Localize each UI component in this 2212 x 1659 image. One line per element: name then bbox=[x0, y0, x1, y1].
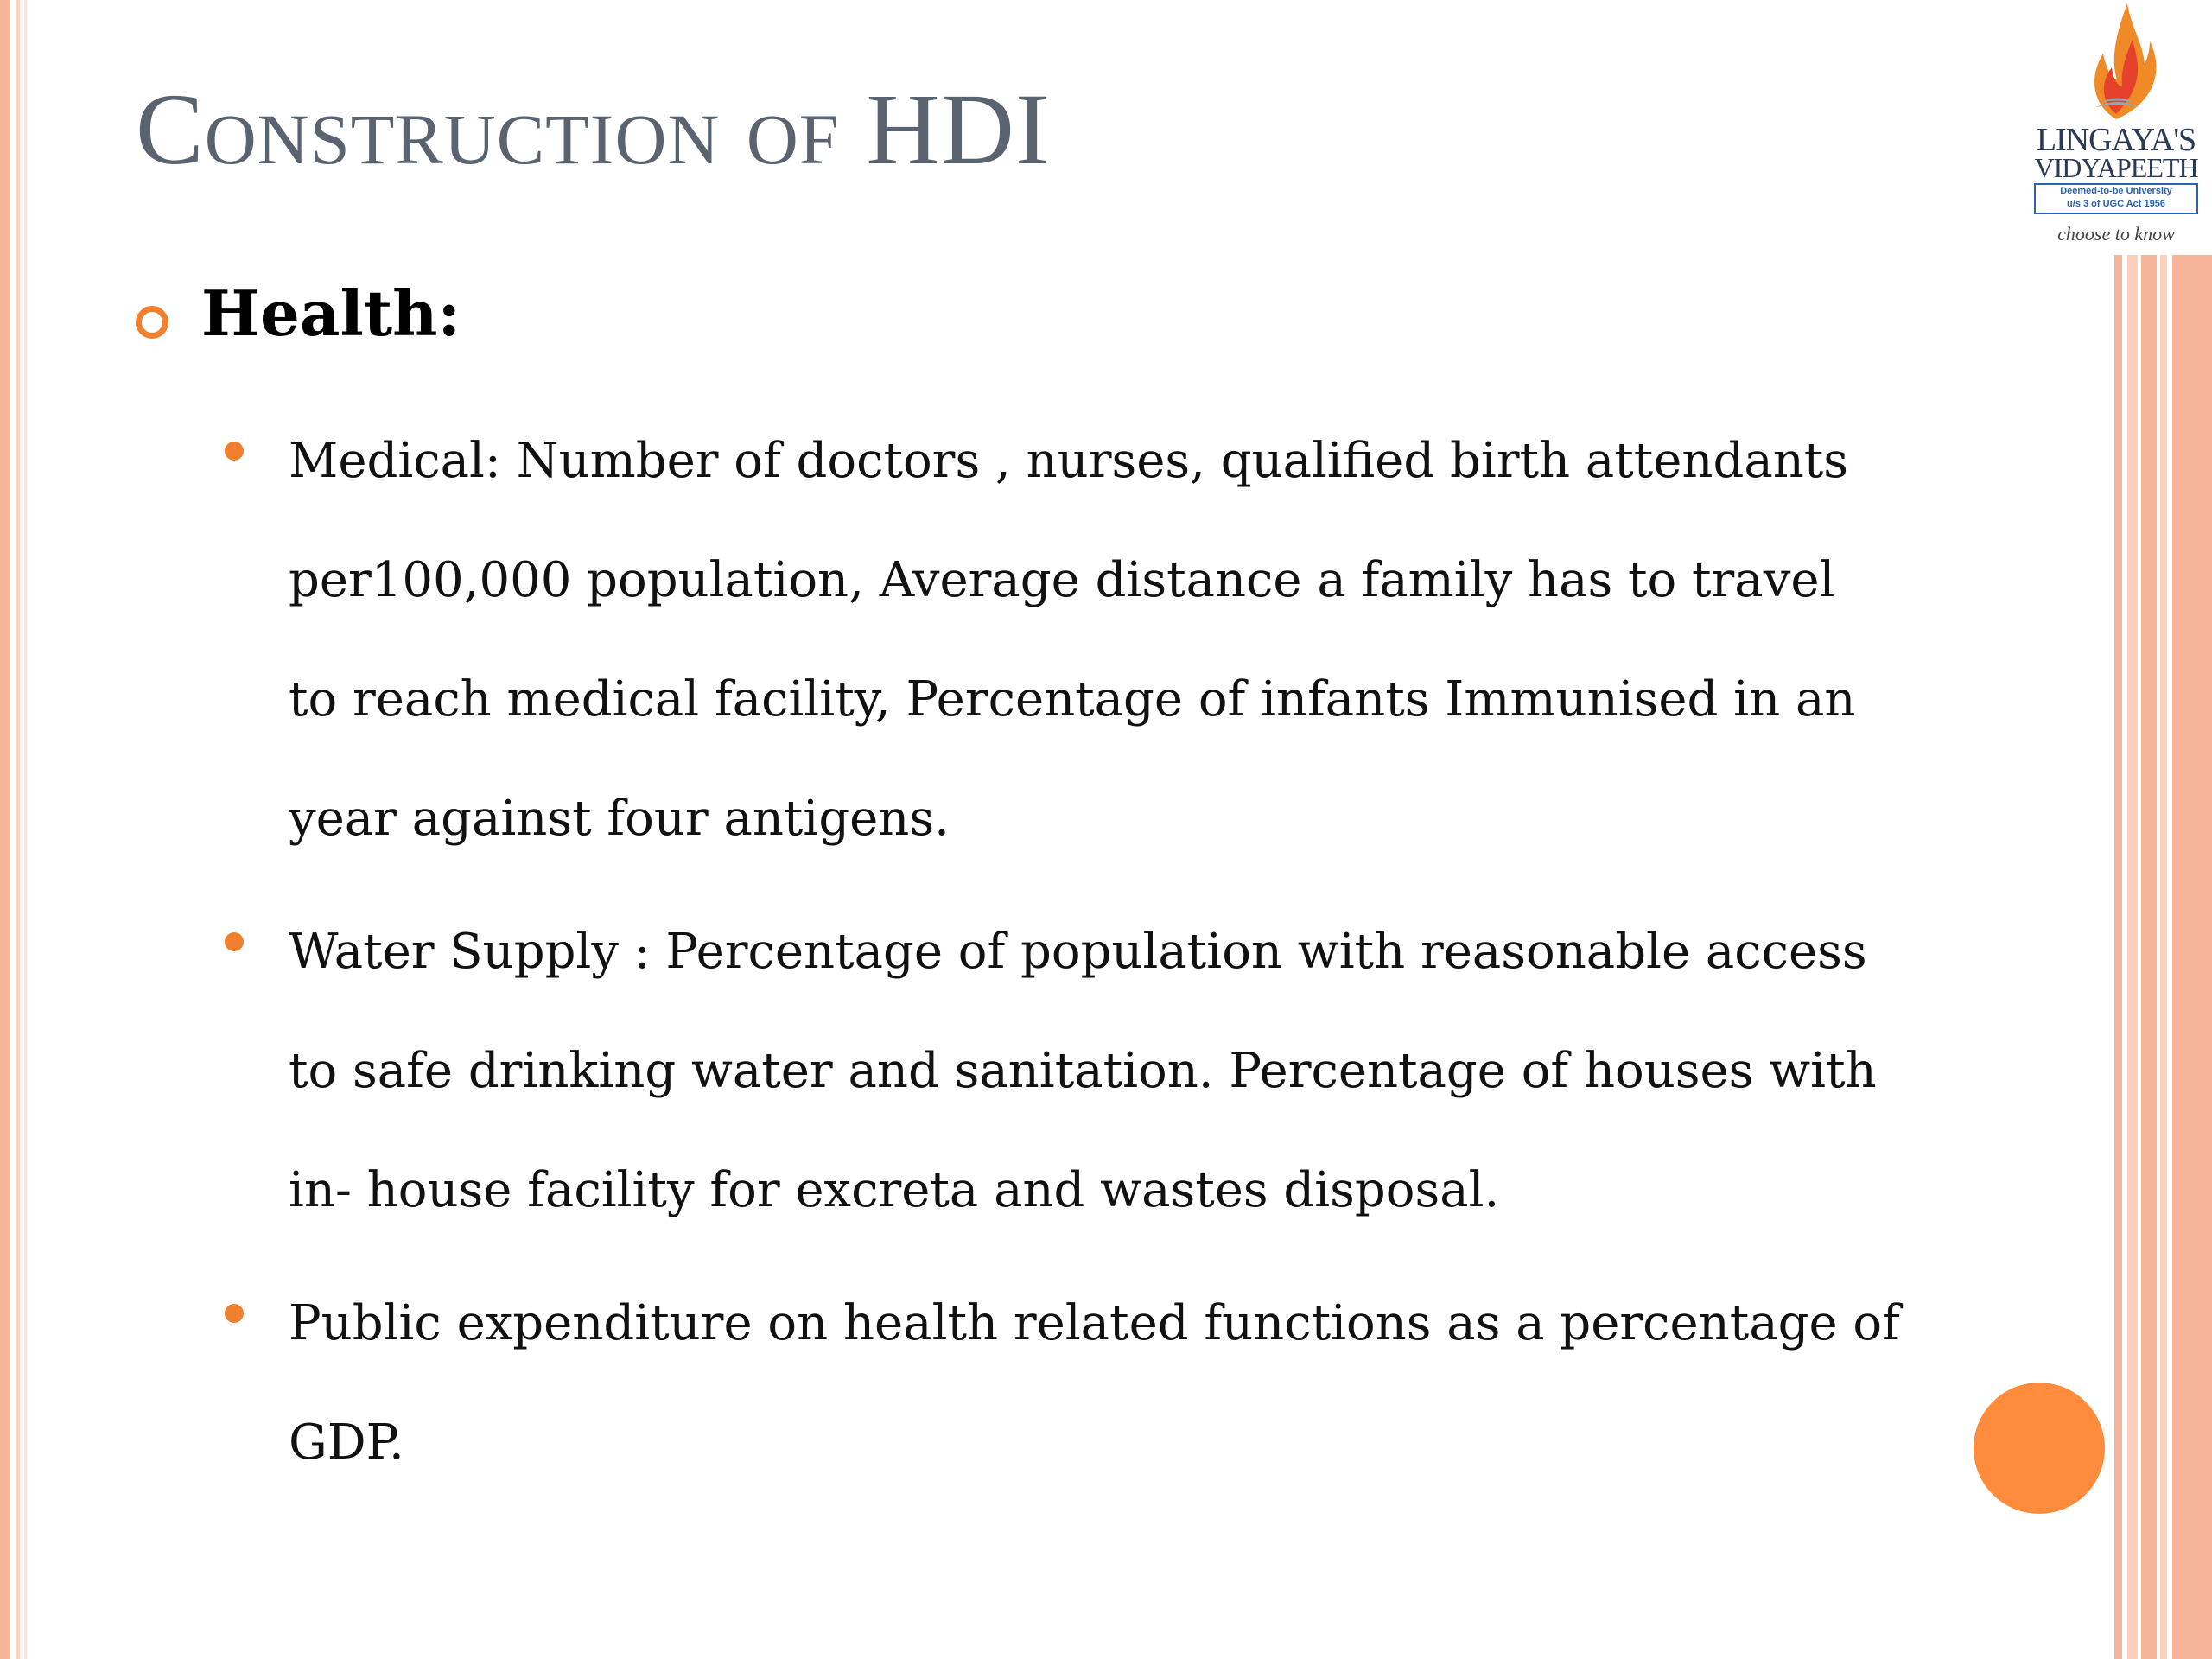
right-border-stripe-b bbox=[2127, 255, 2138, 1659]
list-item bbox=[225, 1264, 2082, 1503]
right-border-stripe-a bbox=[2114, 255, 2122, 1659]
left-border-stripe-inner bbox=[24, 0, 27, 1659]
item-line: in- house facility for excreta and wastes disposal. bbox=[289, 1162, 1500, 1218]
logo-box-line2: u/s 3 of UGC Act 1956 bbox=[2067, 199, 2165, 209]
right-border-stripe-c bbox=[2141, 255, 2157, 1659]
item-line: Water Supply : Percentage of population with reasonable access bbox=[289, 924, 1867, 980]
right-border-stripe-e bbox=[2172, 255, 2212, 1659]
flame-icon bbox=[2020, 0, 2212, 121]
bullet-dot-icon bbox=[225, 442, 244, 461]
decorative-orange-circle bbox=[1974, 1382, 2105, 1514]
logo-box-line1: Deemed-to-be University bbox=[2060, 186, 2172, 196]
logo-name-line2: VIDYAPEETH bbox=[2034, 152, 2198, 183]
circle-bullet-icon bbox=[136, 306, 168, 339]
bullet-dot-icon bbox=[225, 1304, 244, 1323]
bullet-dot-icon bbox=[225, 932, 244, 951]
item-line: to reach medical facility, Percentage of infants Immunised in an bbox=[289, 671, 1856, 728]
right-border-stripe-d bbox=[2160, 255, 2167, 1659]
logo-accreditation-box bbox=[2034, 183, 2198, 214]
item-line: per100,000 population, Average distance a family has to travel bbox=[289, 552, 1835, 608]
logo-tagline: choose to know bbox=[2057, 223, 2175, 245]
list-item bbox=[225, 893, 2082, 1250]
item-line: Public expenditure on health related functions as a percentage of bbox=[289, 1295, 1900, 1351]
slide-title: Construction of HDI bbox=[136, 73, 1051, 186]
list-item bbox=[225, 402, 2082, 879]
university-logo bbox=[2020, 0, 2212, 255]
item-line: year against four antigens. bbox=[289, 791, 950, 847]
left-border-stripe bbox=[0, 0, 10, 1659]
section-label: Health: bbox=[201, 276, 461, 350]
item-line: to safe drinking water and sanitation. Percentage of houses with bbox=[289, 1043, 1877, 1099]
item-line: Medical: Number of doctors , nurses, qualified birth attendants bbox=[289, 433, 1849, 489]
logo-name-line1: LINGAYA'S bbox=[2036, 122, 2196, 158]
item-line: GDP. bbox=[289, 1414, 404, 1471]
left-border-stripe-thin bbox=[16, 0, 20, 1659]
